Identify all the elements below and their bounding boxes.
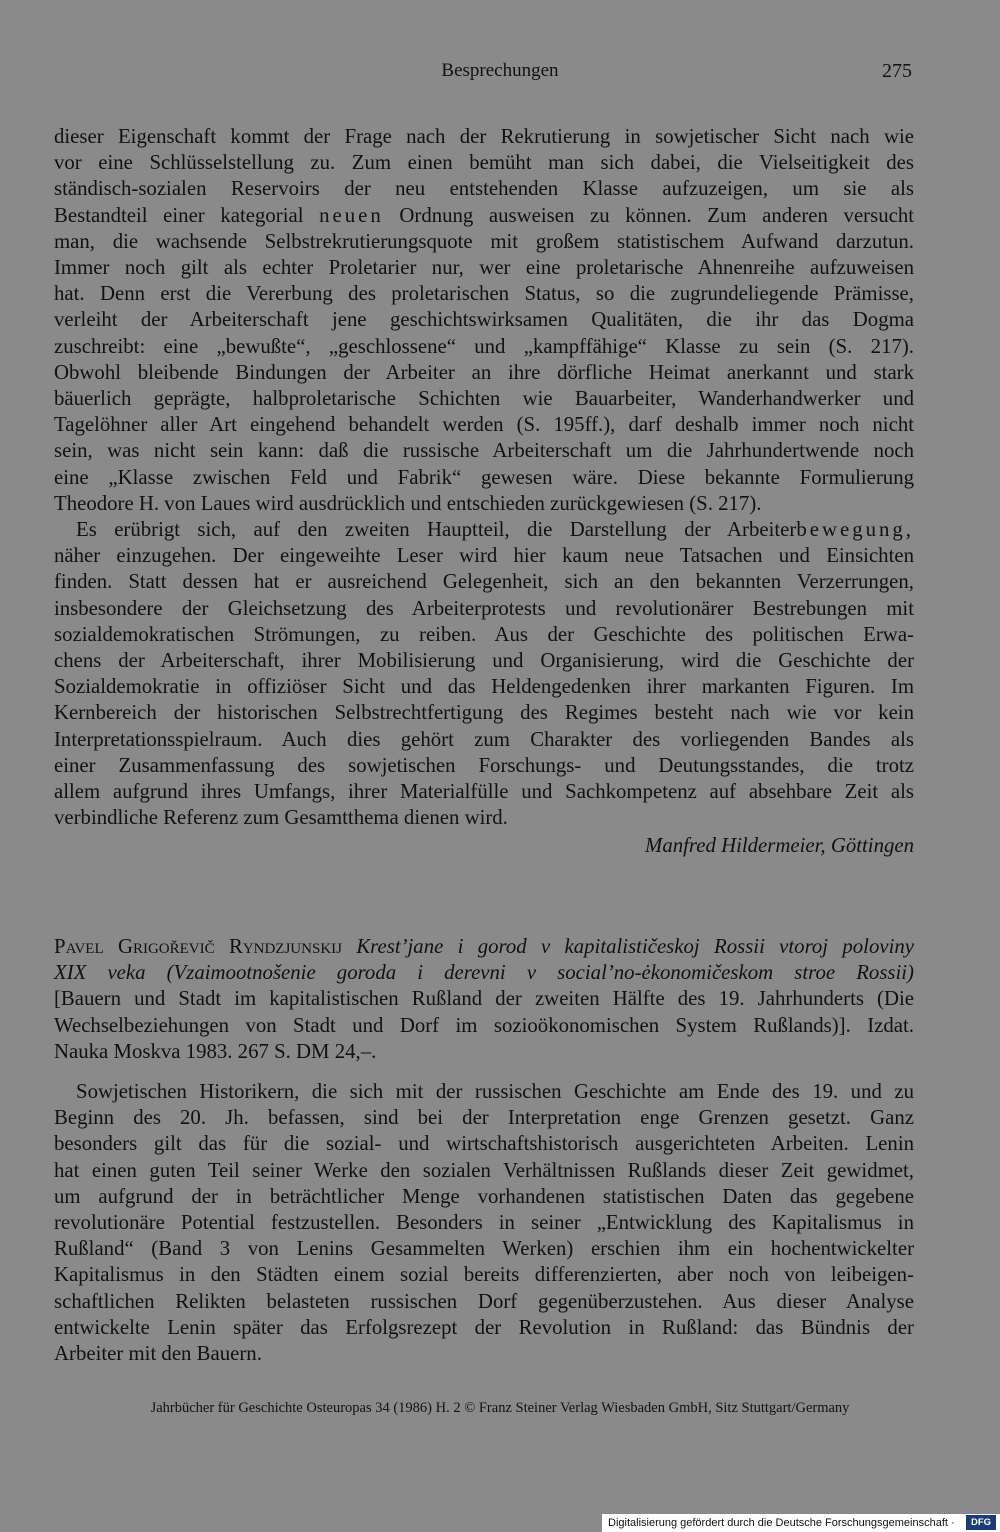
text-fragment: Bestandteil einer kategorial [54,203,320,227]
paragraph-2 [54,517,914,831]
text-line: Kapitalismus in den Städten einem sozial bereits differenzierten, aber noch von leibeigen- [54,1263,914,1287]
text-line: Nauka Moskva 1983. 267 S. DM 24,–. [54,1039,377,1063]
text-line: vor eine Schlüsselstellung zu. Zum einen bemüht man sich dabei, die Vielseitigkeit des [54,151,914,175]
running-title: Besprechungen [441,60,559,81]
text-line: Theodore H. von Laues wird ausdrücklich und entschieden zurückgewiesen (S. 217). [54,491,762,515]
text-fragment: Es erübrigt sich, auf den zweiten Hauptteil, die Darstellung der Arbeiter [76,518,797,542]
text-line: näher einzugehen. Der eingeweihte Leser wird hier kaum neue Tatsachen und Einsichten [54,544,914,568]
text-line: Wechselbeziehungen von Stadt und Dorf im sozioökonomischen System Rußlands)]. Izdat. [54,1013,914,1037]
text-line: man, die wachsende Selbstrekrutierungsquote mit großem statistischem Aufwand darzutun. [54,229,914,253]
text-line: einer Zusammenfassung des sowjetischen Forschungs- und Deutungsstandes, die trotz [54,753,914,777]
text-line: chens der Arbeiterschaft, ihrer Mobilisierung und Organisierung, wird die Geschichte der [54,649,914,673]
text-line: sein, was nicht sein kann: daß die russische Arbeiterschaft um die Jahrhundertwende noch [54,439,914,463]
text-line: verleiht der Arbeiterschaft jene geschichtswirksamen Qualitäten, die ihr das Dogma [54,308,914,332]
text-line: verbindliche Referenz zum Gesamtthema dienen wird. [54,806,508,830]
book-title: Krest’jane i gorod v kapitalističeskoj Rossii vtoroj poloviny [356,935,914,958]
review-1 [54,124,914,860]
journal-footer: Jahrbücher für Geschichte Osteuropas 34 (1986) H. 2 © Franz Steiner Verlag Wiesbaden GmbH, Sitz Stuttgart/Germany [150,1400,850,1416]
review-body [54,1079,914,1367]
text-line: Beginn des 20. Jh. befassen, sind bei der Interpretation enge Grenzen gesetzt. Ganz [54,1106,914,1130]
text-line: entwickelte Lenin später das Erfolgsrezept der Revolution in Rußland: das Bündnis der [54,1315,914,1339]
text-line: Tagelöhner aller Art eingehend behandelt werden (S. 195ff.), darf deshalb immer noch nicht [54,413,914,437]
text-line: allem aufgrund ihres Umfangs, ihrer Materialfülle und Sachkompetenz auf absehbare Zeit als [54,780,914,804]
text-line: Obwohl bleibende Bindungen der Arbeiter an ihre dörfliche Heimat anerkannt und stark [54,360,914,384]
text-line: um aufgrund der in beträchtlicher Menge vorhandenen statistischen Daten das gegebene [54,1184,914,1208]
text-line: Interpretationsspielraum. Auch dies gehört zum Charakter des vorliegenden Bandes als [54,727,914,751]
text-line: finden. Statt dessen hat er ausreichend Gelegenheit, sich an den bekannten Verzerrungen, [54,570,914,594]
text-line: Rußland“ (Band 3 von Lenins Gesammelten Werken) erschien ihm ein hochentwickelter [54,1237,914,1261]
text-line: Immer noch gilt als echter Proletarier nur, wer eine proletarische Ahnenreihe aufzuweisen [54,256,914,280]
text-line: bäuerlich geprägte, halbproletarische Schichten wie Bauarbeiter, Wanderhandwerker und [54,387,914,411]
reviewer-signature: Manfred Hildermeier, Göttingen [645,834,914,858]
text-line: insbesondere der Gleichsetzung des Arbeiterprotests und revolutionärer Bestrebungen mit [54,596,914,620]
emphasized-word: neuen [319,203,384,227]
dfg-logo: DFG [966,1515,996,1530]
page-number: 275 [882,60,912,82]
emphasized-word: bewegung, [796,518,914,542]
text-line: schaftlichen Relikten belasteten russischen Dorf gegenüberzustehen. Aus dieser Analyse [54,1289,914,1313]
paragraph-1 [54,124,914,517]
text-line: [Bauern und Stadt im kapitalistischen Rußland der zweiten Hälfte des 19. Jahrhunderts (Die [54,987,914,1011]
text-line [54,934,914,960]
text-line: hat. Denn erst die Vererbung des proletarischen Status, so die zugrundeliegende Prämisse, [54,282,914,306]
text-line: Sowjetischen Historikern, die sich mit der russischen Geschichte am Ende des 19. und zu [76,1080,914,1104]
book-author: Pavel Grigořevič Ryndzjunskij [54,935,342,958]
text-line: zuschreibt: eine „bewußte“, „geschlossene“ und „kampffähige“ Klasse zu sein (S. 217). [54,334,914,358]
text-line [54,517,914,543]
bibliographic-citation [54,934,914,1065]
text-line: besonders gilt das für die sozial- und wirtschaftshistorisch ausgerichteten Arbeiten. Lenin [54,1132,914,1156]
text-line: Sozialdemokratie in offiziöser Sicht und das Heldengedenken ihrer markanten Figuren. Im [54,675,914,699]
review-2 [54,934,914,1367]
book-title-cont: XIX veka (Vzaimootnošenie goroda i derevni v social’no-ėkonomičeskom stroe Rossii) [54,961,914,985]
text-line: revolutionäre Potential festzustellen. Besonders in seiner „Entwicklung des Kapitalismus in [54,1211,914,1235]
text-line: sozialdemokratischen Strömungen, zu reiben. Aus der Geschichte des politischen Erwa- [54,622,914,646]
text-fragment: Ordnung ausweisen zu können. Zum anderen versucht [383,203,914,227]
text-line: dieser Eigenschaft kommt der Frage nach der Rekrutierung in sowjetischer Sicht nach wie [54,125,914,148]
text-line: Kernbereich der historischen Selbstrechtfertigung des Regimes besteht nach wie vor kein [54,701,914,725]
text-line: Arbeiter mit den Bauern. [54,1342,262,1366]
digitization-notice: Digitalisierung gefördert durch die Deutsche Forschungsgemeinschaft · [608,1517,955,1529]
text-line: eine „Klasse zwischen Feld und Fabrik“ gewesen wäre. Diese bekannte Formulierung [54,465,914,489]
text-line: hat einen guten Teil seiner Werke den sozialen Verhältnissen Rußlands dieser Zeit gewidmet, [54,1158,914,1182]
text-line: ständisch-sozialen Reservoirs der neu entstehenden Klasse aufzuzeigen, um sie als [54,177,914,201]
text-line [54,203,914,229]
